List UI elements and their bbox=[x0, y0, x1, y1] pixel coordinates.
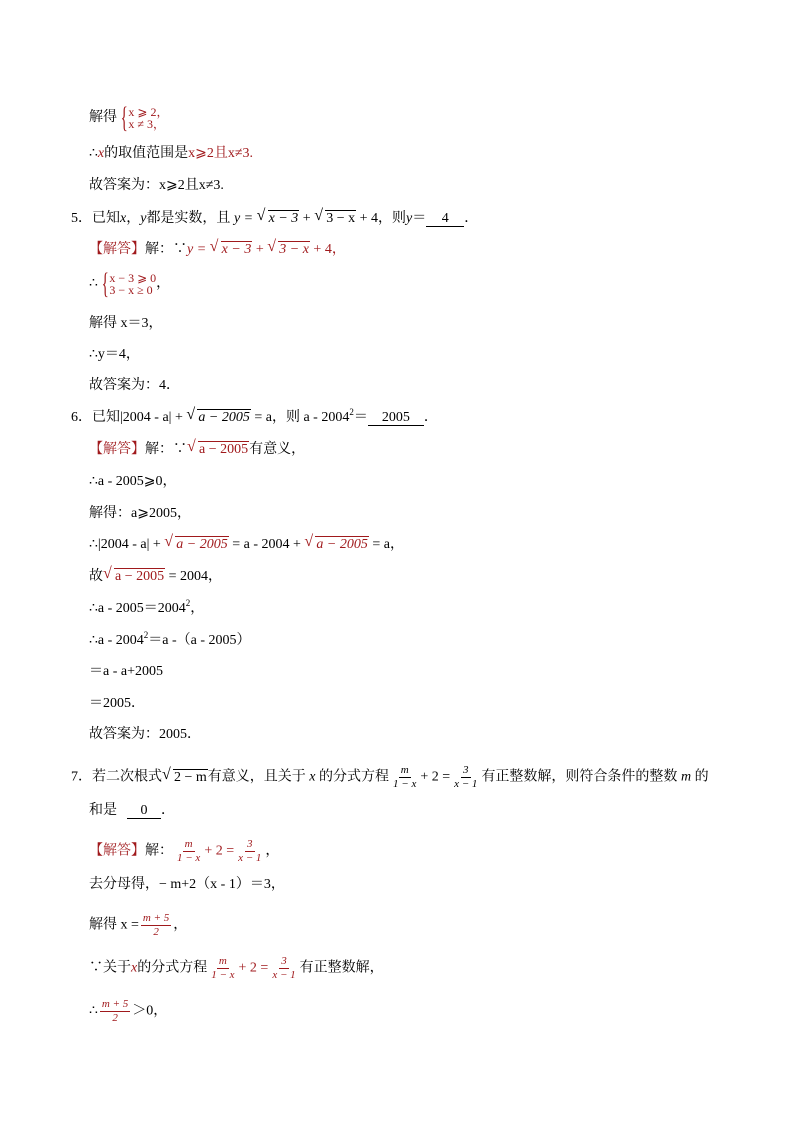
question-7-cont: 和是 0 ． bbox=[89, 803, 175, 818]
answer-blank: 4 bbox=[426, 212, 464, 227]
solution-6-line: ∴a - 2005⩾0， bbox=[89, 474, 177, 489]
radical: √ a − 2005 bbox=[189, 441, 249, 459]
solution-6-line: 故√ a − 2005 = 2004， bbox=[89, 568, 222, 586]
inequality-system: { x ⩾ 2， x ≠ 3， bbox=[120, 101, 169, 134]
solution-7-line: ∵关于x的分式方程 $\frac{m}{1 - x}$ + 2 = $\frac{3}{x - 1}$ 有正整数解， bbox=[89, 955, 384, 981]
solution-6-line: ∴|2004 - a| + √ a − 2005 = a - 2004 + √ a − 2005 = a， bbox=[89, 536, 404, 554]
fraction: $\frac{m}{1 - x}$ bbox=[211, 955, 235, 981]
fraction: $\frac{3}{x - 1}$ bbox=[238, 838, 262, 864]
solution-7-line: 去分母得，− m+2（x - 1）＝3， bbox=[89, 877, 285, 892]
question-6: 6．已知|2004 - a| + √ a − 2005 = a，则 $a - 2004^2= 2005$ ． bbox=[71, 409, 438, 427]
solution-5-line: 解得 x＝3， bbox=[89, 316, 163, 331]
solution-6-line: ＝2005． bbox=[89, 696, 145, 711]
answer-line: 故答案为：4． bbox=[89, 378, 180, 393]
answer-blank: 0 bbox=[127, 804, 161, 819]
solution-6-line: ＝a - a+2005 bbox=[89, 664, 163, 679]
solution-5-line: ∴y＝4， bbox=[89, 347, 140, 362]
radical: √ x − 3 bbox=[259, 210, 300, 228]
inequality-system: { x − 3 ⩾ 0 3 − x ≥ 0 bbox=[101, 267, 157, 300]
solution-7-intro: 【解答】解： $\frac{m}{1 - x}$ + 2 = $\frac{3}{x - 1}$ ， bbox=[89, 838, 280, 864]
radical: √ 2 − m bbox=[164, 769, 208, 787]
radical: √ a − 2005 bbox=[105, 568, 165, 586]
solution-6-line: ∴a - $2004^2=a$ -（a - 2005） bbox=[89, 630, 251, 648]
answer-line: 故答案为：x⩾2且x≠3. bbox=[89, 178, 224, 193]
fraction: $\frac{m}{1 - x}$ bbox=[177, 838, 201, 864]
solution-5-system: ∴ { x − 3 ⩾ 0 3 − x ≥ 0 ， bbox=[89, 267, 171, 300]
fraction: $\frac{m + 5}{2}$ bbox=[101, 998, 129, 1024]
answer-line: 故答案为：2005． bbox=[89, 727, 201, 742]
solve-system-line: 解得 { x ⩾ 2， x ≠ 3， bbox=[89, 101, 169, 134]
fraction: $\frac{m + 5}{2}$ bbox=[142, 912, 170, 938]
fraction: $\frac{m}{1 - x}$ bbox=[393, 764, 417, 790]
radical: √ x − 3 bbox=[212, 241, 253, 259]
radical: √ a − 2005 bbox=[188, 409, 250, 427]
question-7: 7．若二次根式√ 2 − m有意义，且关于 x 的分式方程 $\frac{m}{1 - x}$ + 2 = $\frac{3}{x - 1}$ 有正整数解，则符合条件的整数 m 的 bbox=[71, 764, 709, 791]
solution-7-line: 解得 x = $\frac{m + 5}{2}$ ， bbox=[89, 912, 188, 938]
solution-6-line: 解得：a⩾2005， bbox=[89, 506, 191, 521]
solution-6-intro: 【解答】解：∵√ a − 2005有意义， bbox=[89, 441, 305, 459]
fraction: $\frac{3}{x - 1}$ bbox=[272, 955, 296, 981]
question-5: 5．已知x，y都是实数，且 y = √ x − 3 + √ 3 − x + 4，则y＝ 4 ． bbox=[71, 210, 478, 228]
radical: √ a − 2005 bbox=[306, 536, 368, 554]
answer-blank: 2005 bbox=[368, 411, 424, 426]
radical: √ 3 − x bbox=[269, 241, 310, 259]
range-line: ∴x的取值范围是x⩾2且x≠3. bbox=[89, 146, 254, 161]
radical: √ 3 − x bbox=[316, 210, 356, 228]
solution-5-intro: 【解答】解：∵y = √ x − 3 + √ 3 − x + 4， bbox=[89, 241, 346, 259]
fraction: $\frac{3}{x - 1}$ bbox=[454, 764, 478, 790]
radical: √ a − 2005 bbox=[166, 536, 228, 554]
solution-7-line: ∴ $\frac{m + 5}{2}$ ＞0， bbox=[89, 998, 168, 1024]
solution-6-line: ∴a - $2005=2004^2$， bbox=[89, 598, 205, 616]
